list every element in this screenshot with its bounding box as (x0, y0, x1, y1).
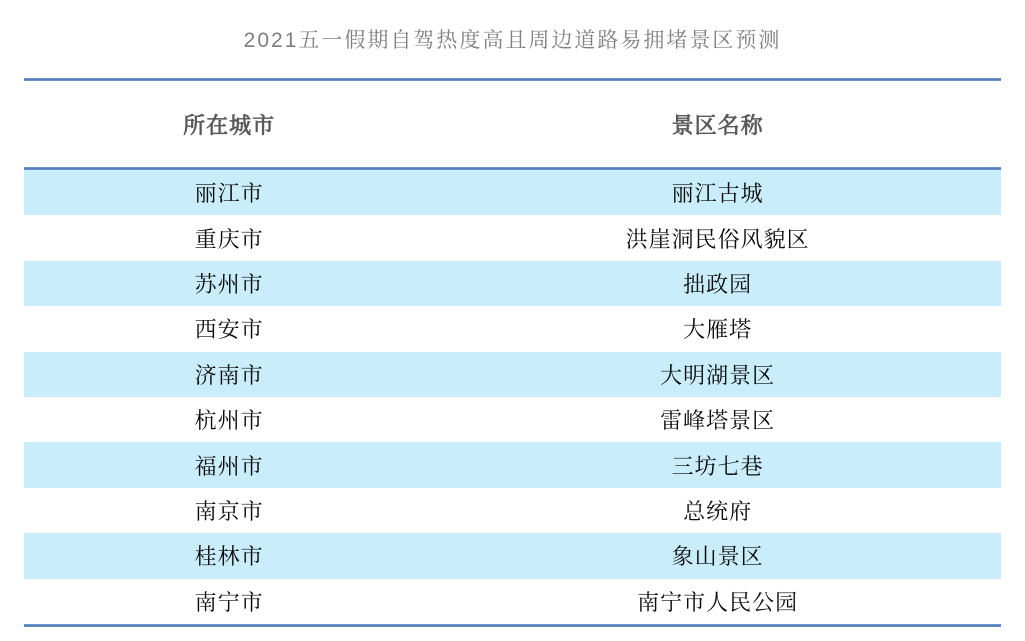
table-header-row (24, 81, 1001, 167)
column-header-city: 所在城市 (183, 112, 276, 138)
city-cell: 西安市 (194, 317, 264, 343)
city-cell: 桂林市 (194, 544, 264, 570)
scenic-area-cell: 大雁塔 (683, 317, 753, 343)
scenic-area-cell: 象山景区 (671, 544, 764, 570)
table-row (24, 170, 1001, 215)
city-cell: 杭州市 (194, 408, 264, 434)
scenic-area-cell: 拙政园 (683, 271, 753, 297)
scenic-area-cell: 南宁市人民公园 (637, 589, 799, 615)
page-title: 2021五一假期自驾热度高且周边道路易拥堵景区预测 (243, 29, 782, 52)
city-cell: 南宁市 (194, 589, 264, 615)
table-row (24, 306, 1001, 351)
scenic-area-cell: 丽江古城 (671, 181, 764, 207)
scenic-area-cell: 雷峰塔景区 (660, 408, 776, 434)
city-cell: 重庆市 (194, 226, 264, 252)
table-row (24, 579, 1001, 624)
table-row (24, 261, 1001, 306)
bottom-rule (24, 624, 1001, 627)
table-row (24, 442, 1001, 487)
table-row (24, 352, 1001, 397)
scenic-area-table (24, 78, 1001, 627)
scenic-area-cell: 总统府 (683, 498, 753, 524)
column-header-scenic-area: 景区名称 (671, 112, 764, 138)
scenic-area-cell: 三坊七巷 (671, 453, 764, 479)
city-cell: 苏州市 (194, 271, 264, 297)
table-row (24, 397, 1001, 442)
table-row (24, 533, 1001, 578)
table-body (24, 170, 1001, 624)
table-row (24, 215, 1001, 260)
scenic-area-cell: 洪崖洞民俗风貌区 (625, 226, 810, 252)
table-row (24, 488, 1001, 533)
scenic-area-cell: 大明湖景区 (660, 362, 776, 388)
city-cell: 南京市 (194, 498, 264, 524)
city-cell: 福州市 (194, 453, 264, 479)
city-cell: 济南市 (194, 362, 264, 388)
city-cell: 丽江市 (194, 181, 264, 207)
